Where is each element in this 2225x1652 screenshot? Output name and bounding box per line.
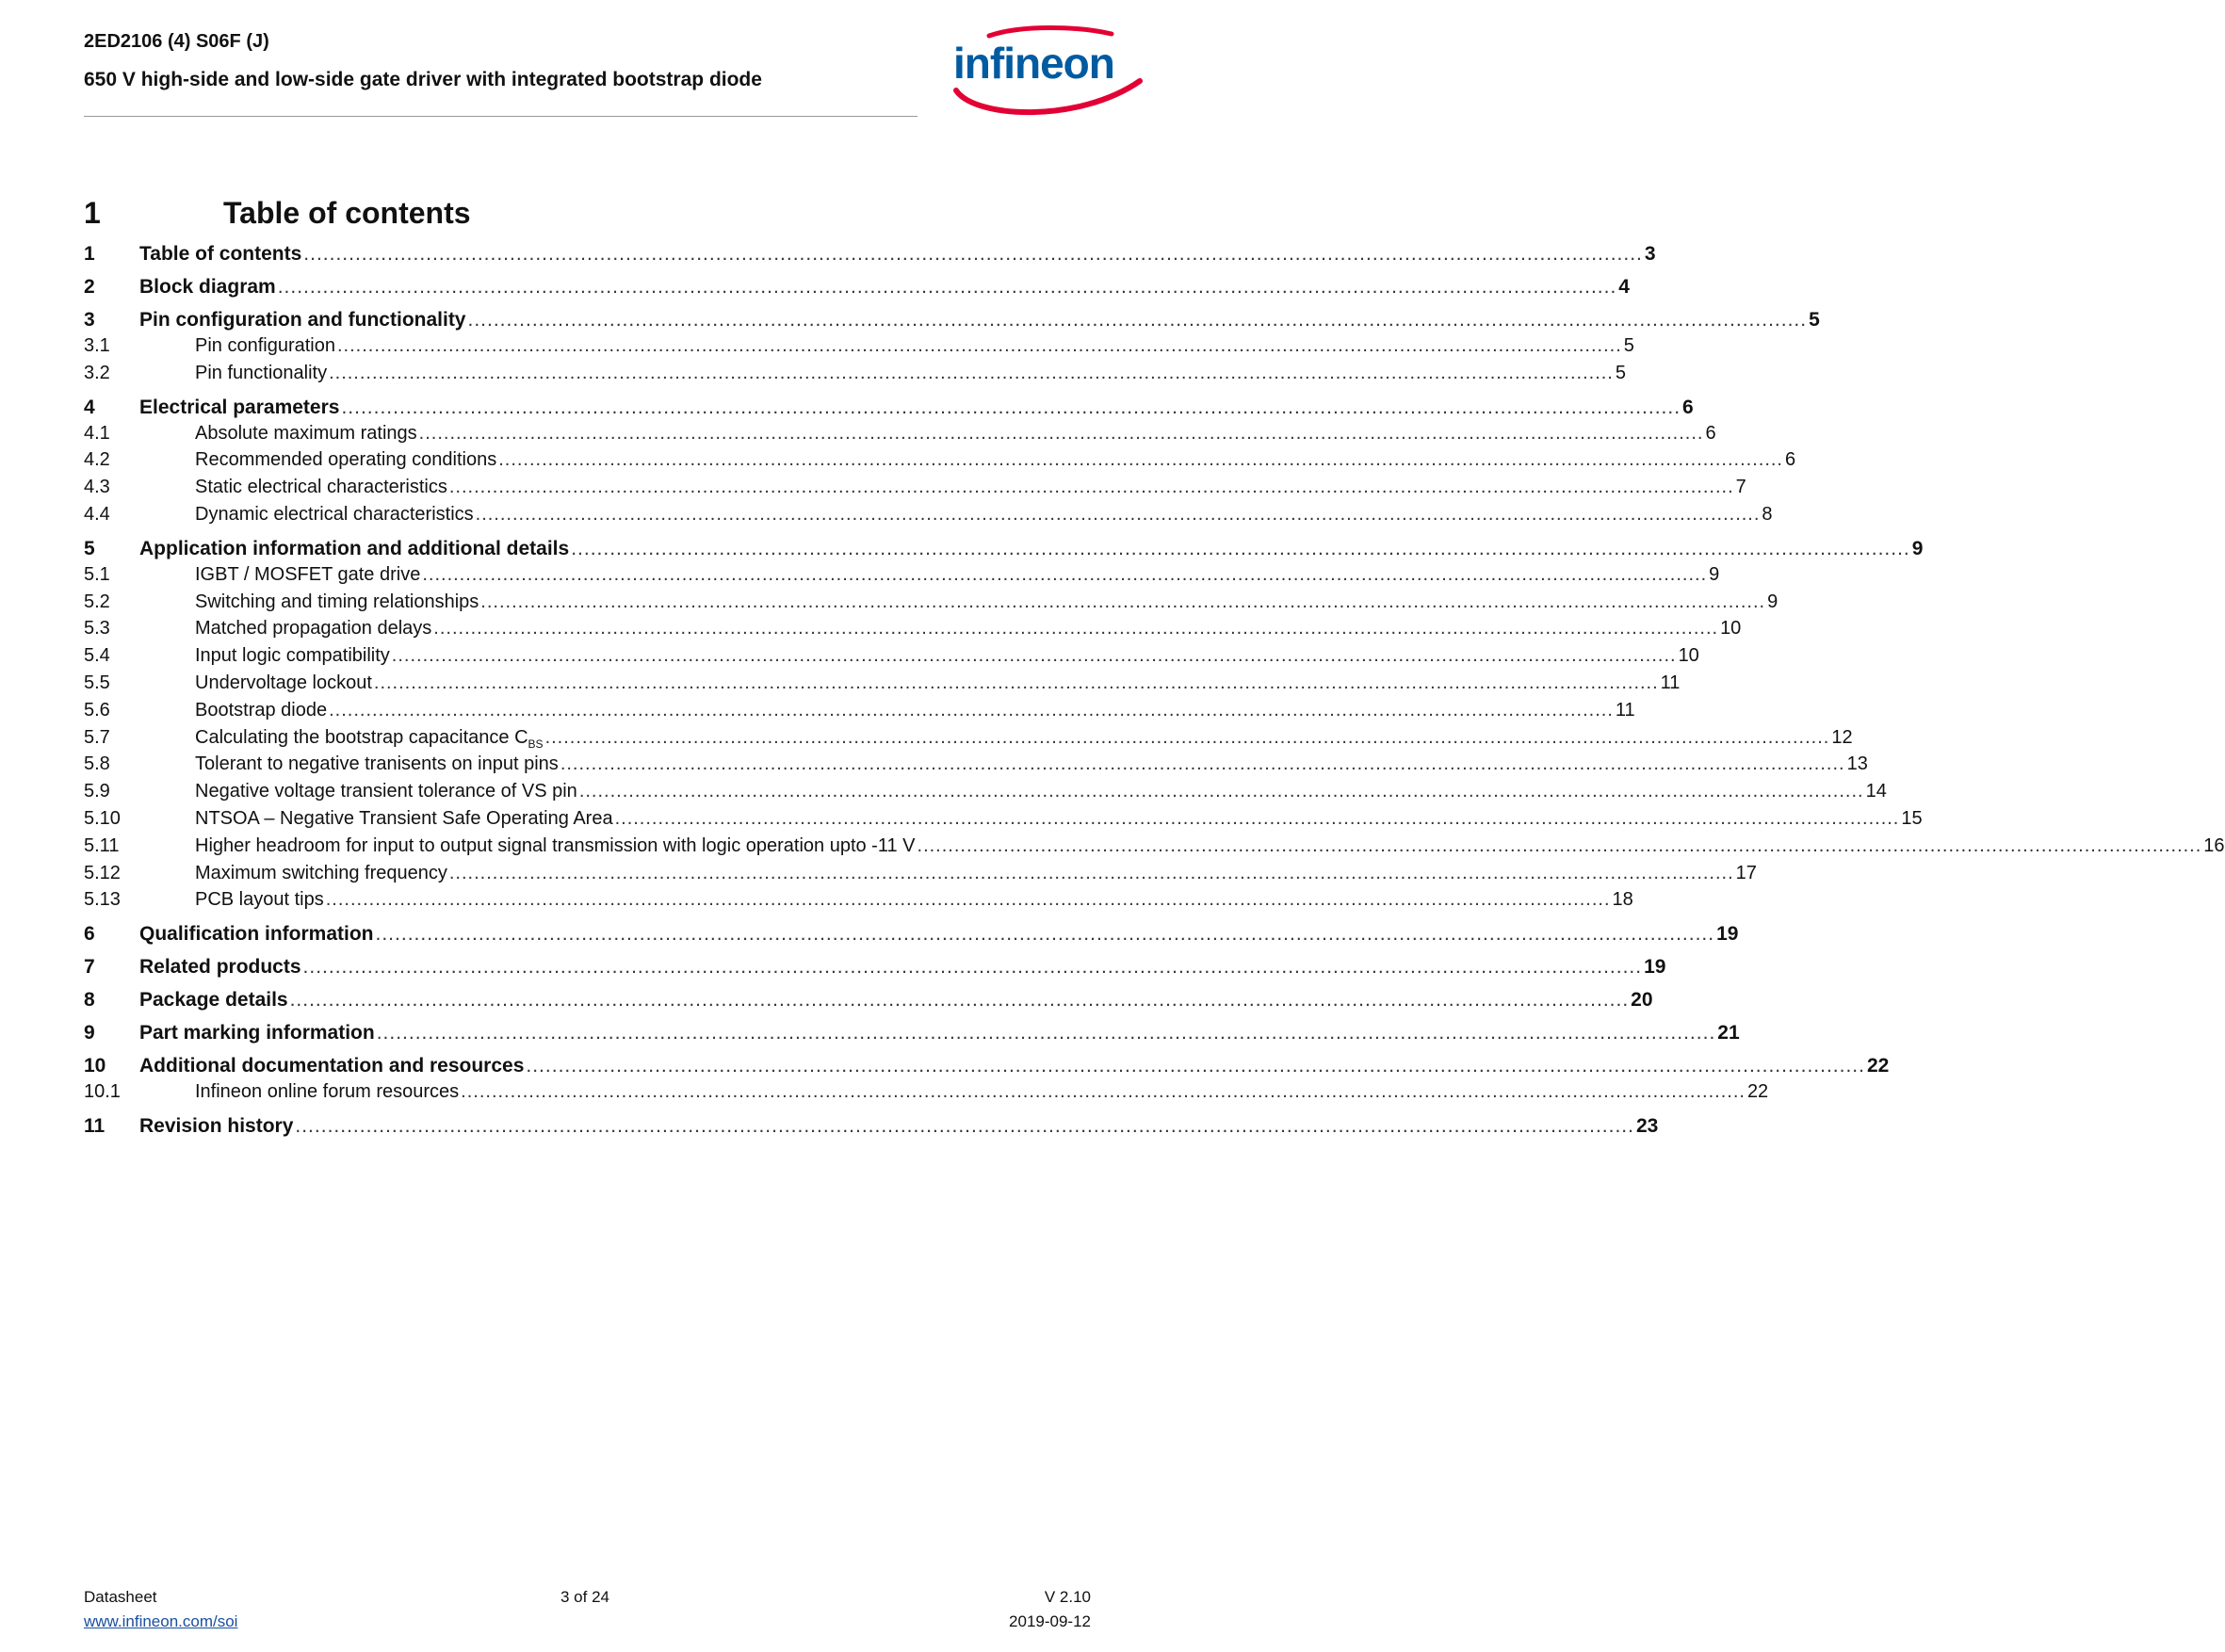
toc-entry-title[interactable] <box>139 397 339 419</box>
toc-entry-number: 5 <box>84 537 95 559</box>
toc-entry[interactable] <box>84 781 1887 808</box>
toc-leader-dots <box>278 276 1617 299</box>
toc-entry-title-text: Input logic compatibility <box>195 645 390 667</box>
toc-entry-page[interactable]: 18 <box>1612 889 1633 911</box>
toc-leader-dots <box>326 889 1611 911</box>
toc-leader-dots <box>571 538 1910 560</box>
toc-entry-number: 8 <box>84 989 95 1012</box>
document-subtitle: 650 V high-side and low-side gate driver with integrated bootstrap diode <box>84 69 762 90</box>
document-part-number: 2ED2106 (4) S06F (J) <box>84 31 269 52</box>
toc-entry-page[interactable]: 6 <box>1784 449 1796 471</box>
toc-entry-page[interactable]: 5 <box>1809 309 1820 331</box>
toc-entry[interactable] <box>84 645 1699 672</box>
toc-entry-title[interactable] <box>195 863 447 884</box>
toc-leader-dots <box>290 989 1630 1012</box>
toc-entry[interactable] <box>84 989 1653 1015</box>
toc-leader-dots <box>303 956 1643 979</box>
toc-entry[interactable] <box>84 503 1773 531</box>
toc-entry-title-text: Undervoltage lockout <box>195 672 372 693</box>
toc-entry-title-text: PCB layout tips <box>195 889 324 911</box>
toc-entry-number: 11 <box>84 1114 106 1137</box>
toc-entry-number: 10.1 <box>84 1081 121 1103</box>
toc-leader-dots <box>374 672 1659 694</box>
toc-entry-number: 5.5 <box>84 672 110 693</box>
toc-entry-number: 3.2 <box>84 362 110 383</box>
toc-entry-number: 7 <box>84 956 95 979</box>
toc-entry-title-text: Electrical parameters <box>139 396 340 418</box>
toc-leader-dots <box>295 1115 1634 1138</box>
toc-entry-title[interactable] <box>195 591 479 613</box>
toc-leader-dots <box>422 564 1707 586</box>
toc-leader-dots <box>476 504 1761 526</box>
toc-entry-number: 4.1 <box>84 422 110 444</box>
toc-entry-title-text: Absolute maximum ratings <box>195 422 417 444</box>
toc-entry[interactable] <box>84 243 1656 269</box>
toc-entry-page[interactable]: 17 <box>1735 862 1757 883</box>
toc-entry-title[interactable] <box>195 645 390 667</box>
toc-entry[interactable] <box>84 862 1757 890</box>
toc-entry[interactable] <box>84 889 1633 916</box>
toc-entry-title[interactable] <box>195 1081 459 1103</box>
toc-entry-number: 1 <box>84 243 95 265</box>
toc-entry[interactable] <box>84 672 1681 700</box>
toc-entry-title-text: Part marking information <box>139 1022 375 1045</box>
toc-entry[interactable] <box>84 591 1778 619</box>
toc-entry-page[interactable]: 9 <box>1911 537 1924 559</box>
toc-entry-title-text: Additional documentation and resources <box>139 1055 525 1077</box>
toc-entry-page[interactable]: 16 <box>2203 834 2225 856</box>
toc-leader-dots <box>341 397 1681 419</box>
toc-entry-page[interactable]: 10 <box>1678 645 1699 667</box>
table-of-contents <box>84 243 2225 1142</box>
toc-entry-title[interactable] <box>139 276 276 299</box>
toc-entry[interactable] <box>84 309 1820 335</box>
toc-entry[interactable] <box>84 1114 1659 1142</box>
toc-entry-page[interactable]: 19 <box>1716 923 1739 946</box>
toc-entry-title-text: Tolerant to negative tranisents on input pins <box>195 753 559 775</box>
toc-entry-page[interactable]: 23 <box>1635 1114 1659 1137</box>
toc-entry-title[interactable] <box>195 781 577 802</box>
toc-entry-title-subscript: BS <box>528 737 544 751</box>
toc-entry[interactable] <box>84 699 1635 727</box>
toc-entry-number: 6 <box>84 923 95 946</box>
toc-leader-dots <box>419 423 1704 445</box>
toc-entry-number: 5.13 <box>84 889 121 911</box>
toc-entry-title[interactable] <box>195 889 324 911</box>
toc-entry-title[interactable] <box>195 504 474 526</box>
infineon-logo-text: infineon <box>953 39 1114 88</box>
toc-leader-dots <box>480 591 1765 613</box>
toc-entry-title[interactable] <box>139 923 374 946</box>
toc-leader-dots <box>579 781 1864 802</box>
toc-entry[interactable] <box>84 537 1924 564</box>
toc-entry-page[interactable]: 9 <box>1767 591 1778 612</box>
toc-entry-title-text: Dynamic electrical characteristics <box>195 503 474 525</box>
toc-entry-page[interactable]: 21 <box>1717 1022 1740 1045</box>
toc-leader-dots <box>526 1055 1865 1077</box>
toc-entry-number: 5.9 <box>84 781 110 802</box>
toc-entry-number: 4.4 <box>84 503 110 525</box>
toc-entry-number: 5.2 <box>84 591 110 612</box>
toc-entry-title[interactable] <box>195 727 544 751</box>
toc-entry-title[interactable] <box>195 423 417 445</box>
toc-entry-title-text: Recommended operating conditions <box>195 449 497 471</box>
toc-entry-title-text: Pin functionality <box>195 362 328 383</box>
toc-entry[interactable] <box>84 276 1630 302</box>
toc-entry[interactable] <box>84 1055 1890 1081</box>
toc-entry-title[interactable] <box>139 1022 375 1045</box>
toc-entry-title-text: Qualification information <box>139 923 374 946</box>
toc-entry-title[interactable] <box>195 808 613 830</box>
toc-entry-title[interactable] <box>195 700 327 721</box>
toc-entry-number: 5.3 <box>84 618 110 640</box>
toc-entry-page[interactable]: 11 <box>1615 699 1635 721</box>
toc-entry-number: 4.3 <box>84 477 110 498</box>
footer-page-info: 3 of 24 <box>560 1588 609 1606</box>
toc-entry-title[interactable] <box>195 618 431 640</box>
toc-entry-title[interactable] <box>139 956 301 979</box>
toc-entry-title-text: Bootstrap diode <box>195 699 328 721</box>
toc-entry[interactable] <box>84 807 1923 835</box>
toc-entry-title-text: Switching and timing relationships <box>195 591 479 612</box>
footer-date: 2019-09-12 <box>1009 1612 1091 1630</box>
toc-entry-title[interactable] <box>139 538 569 560</box>
toc-heading: Table of contents <box>223 196 471 230</box>
toc-entry-title-text: Higher headroom for input to output signal transmission with logic operation upto -11 V <box>195 834 916 856</box>
toc-entry-title-text: NTSOA – Negative Transient Safe Operating Area <box>195 807 613 829</box>
toc-entry-page[interactable]: 13 <box>1846 753 1868 775</box>
toc-leader-dots <box>918 835 2202 857</box>
toc-entry-page[interactable]: 9 <box>1709 563 1720 585</box>
toc-entry-number: 5.7 <box>84 726 110 748</box>
toc-entry-number: 5.4 <box>84 645 110 667</box>
toc-entry-page[interactable]: 5 <box>1623 335 1634 356</box>
toc-entry-title[interactable] <box>139 243 301 266</box>
toc-entry-number: 4 <box>84 396 95 418</box>
toc-entry-page[interactable]: 14 <box>1865 781 1887 802</box>
toc-entry-page[interactable]: 19 <box>1644 956 1666 979</box>
toc-entry-title[interactable] <box>139 1055 524 1077</box>
toc-leader-dots <box>329 363 1614 384</box>
toc-entry-number: 10 <box>84 1055 106 1077</box>
toc-entry-page[interactable]: 5 <box>1615 362 1626 383</box>
toc-leader-dots <box>461 1081 1746 1103</box>
toc-entry[interactable] <box>84 362 1626 390</box>
toc-entry[interactable] <box>84 726 1853 754</box>
toc-leader-dots <box>376 923 1715 946</box>
toc-entry-title[interactable] <box>195 835 916 857</box>
toc-entry-page[interactable]: 12 <box>1831 726 1853 748</box>
toc-entry[interactable] <box>84 834 2225 863</box>
toc-leader-dots <box>303 243 1643 266</box>
toc-entry-page[interactable]: 4 <box>1618 276 1630 298</box>
toc-leader-dots <box>433 618 1718 640</box>
toc-entry-title-text: Matched propagation delays <box>195 618 432 640</box>
toc-entry-title[interactable] <box>195 449 496 471</box>
footer-version: V 2.10 <box>1044 1588 1091 1606</box>
toc-entry[interactable] <box>84 1022 1740 1048</box>
toc-leader-dots <box>337 335 1622 357</box>
toc-entry-number: 9 <box>84 1022 95 1045</box>
toc-entry-page[interactable]: 6 <box>1705 422 1716 444</box>
toc-entry-number: 3.1 <box>84 335 110 356</box>
toc-leader-dots <box>468 309 1808 332</box>
toc-entry-title[interactable] <box>195 564 420 586</box>
toc-leader-dots <box>560 753 1845 775</box>
toc-entry-title-text: IGBT / MOSFET gate drive <box>195 563 421 585</box>
toc-entry-title-text: Negative voltage transient tolerance of VS pin <box>195 781 577 802</box>
toc-entry-number: 3 <box>84 309 95 331</box>
toc-leader-dots <box>392 645 1677 667</box>
toc-entry[interactable] <box>84 477 1746 504</box>
toc-entry-page[interactable]: 22 <box>1866 1055 1890 1077</box>
footer-doc-type: Datasheet <box>84 1588 157 1606</box>
toc-entry-title-text: Package details <box>139 989 288 1012</box>
toc-entry-page[interactable]: 8 <box>1762 503 1773 525</box>
toc-leader-dots <box>329 700 1614 721</box>
toc-entry-title-text: Infineon online forum resources <box>195 1081 460 1103</box>
toc-entry[interactable] <box>84 1081 1769 1109</box>
toc-entry-title[interactable] <box>139 309 466 332</box>
toc-entry[interactable] <box>84 396 1694 423</box>
toc-entry-title-text: Pin configuration <box>195 335 335 356</box>
toc-entry-title-text: Table of contents <box>139 243 302 265</box>
toc-entry-title[interactable] <box>195 363 327 384</box>
toc-entry-title[interactable] <box>139 1115 293 1138</box>
toc-entry-page[interactable]: 3 <box>1644 243 1656 265</box>
toc-entry-title-text: Static electrical characteristics <box>195 477 447 498</box>
toc-entry-title[interactable] <box>195 335 335 357</box>
toc-leader-dots <box>449 477 1734 498</box>
toc-entry[interactable] <box>84 618 1742 645</box>
toc-entry-number: 5.1 <box>84 563 110 585</box>
toc-entry-page[interactable]: 20 <box>1631 989 1653 1012</box>
toc-entry[interactable] <box>84 956 1666 982</box>
toc-entry-title-text: Pin configuration and functionality <box>139 309 466 331</box>
toc-entry-page[interactable]: 7 <box>1735 477 1746 498</box>
toc-entry-title-text: Calculating the bootstrap capacitance C <box>195 726 528 748</box>
toc-entry-number: 5.10 <box>84 807 121 829</box>
toc-entry-title[interactable] <box>195 753 559 775</box>
toc-entry-title-text: Revision history <box>139 1114 294 1137</box>
toc-entry-title[interactable] <box>195 672 372 694</box>
toc-entry-number: 5.11 <box>84 834 120 856</box>
toc-entry-page[interactable]: 10 <box>1720 618 1742 640</box>
toc-entry[interactable] <box>84 449 1796 477</box>
toc-entry[interactable] <box>84 422 1716 450</box>
toc-entry-title-text: Related products <box>139 956 301 979</box>
toc-leader-dots <box>545 727 1830 749</box>
toc-entry-title[interactable] <box>139 989 288 1012</box>
toc-entry[interactable] <box>84 923 1739 949</box>
toc-entry-number: 5.8 <box>84 753 110 775</box>
toc-entry-title-text: Maximum switching frequency <box>195 862 447 883</box>
toc-entry[interactable] <box>84 335 1634 363</box>
toc-section-number: 1 <box>84 196 101 230</box>
toc-entry-page[interactable]: 15 <box>1901 807 1923 829</box>
toc-entry-title[interactable] <box>195 477 447 498</box>
toc-leader-dots <box>449 863 1734 884</box>
toc-entry-title-text: Block diagram <box>139 276 276 298</box>
toc-entry-number: 5.6 <box>84 699 110 721</box>
toc-entry-page[interactable]: 11 <box>1660 672 1681 693</box>
toc-entry-page[interactable]: 22 <box>1746 1081 1769 1103</box>
toc-leader-dots <box>498 449 1783 471</box>
toc-leader-dots <box>377 1022 1716 1045</box>
header-divider <box>84 116 918 117</box>
toc-entry-title-text: Application information and additional details <box>139 537 570 559</box>
toc-entry[interactable] <box>84 563 1720 591</box>
toc-entry-number: 5.12 <box>84 862 121 883</box>
toc-entry-number: 4.2 <box>84 449 110 471</box>
toc-entry-page[interactable]: 6 <box>1682 396 1694 418</box>
toc-leader-dots <box>615 808 1900 830</box>
footer-website-link[interactable]: www.infineon.com/soi <box>84 1612 238 1630</box>
toc-entry-number: 2 <box>84 276 95 298</box>
toc-entry[interactable] <box>84 753 1868 781</box>
